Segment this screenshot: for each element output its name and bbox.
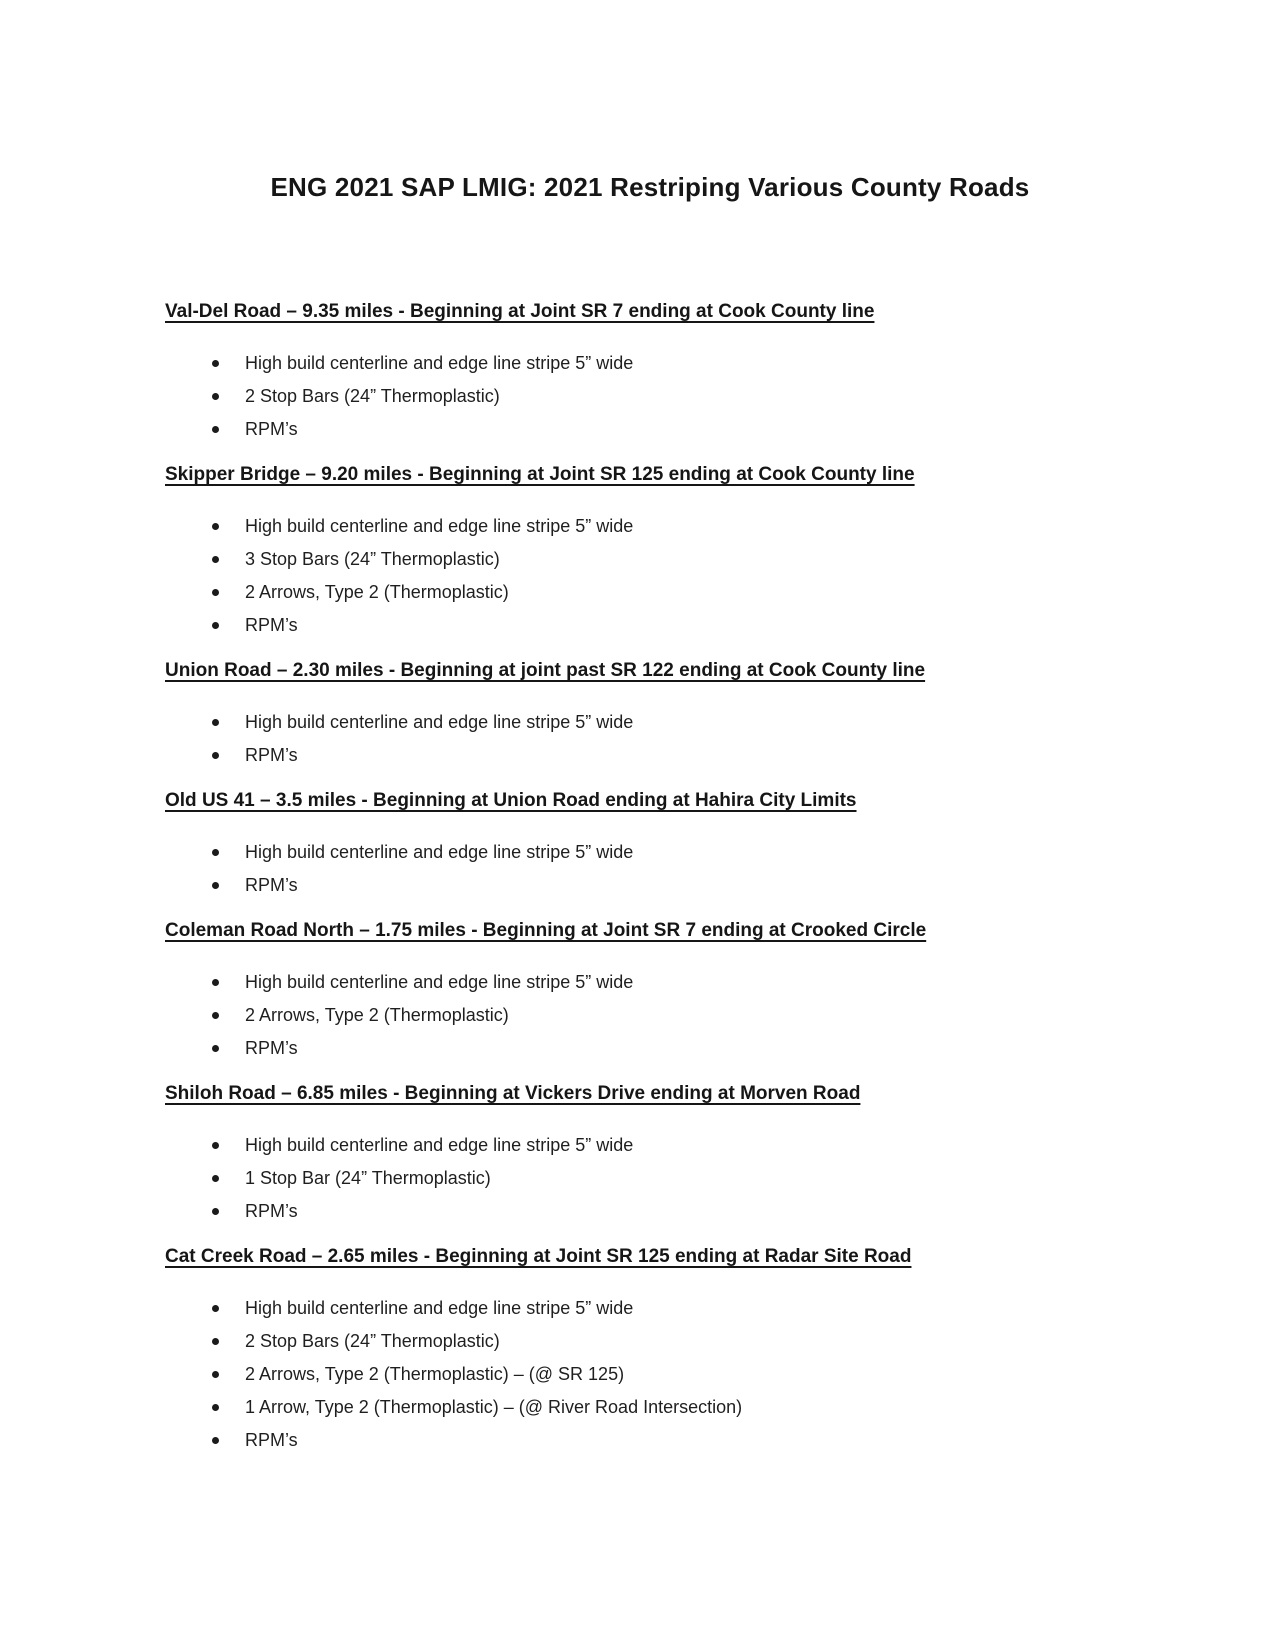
road-section-coleman-road-north: [165, 918, 1135, 1065]
section-heading: Val-Del Road – 9.35 miles - Beginning at Joint SR 7 ending at Cook County line: [165, 301, 875, 322]
bullet-item: RPM’s: [165, 413, 1135, 446]
bullet-item: 1 Stop Bar (24” Thermoplastic): [165, 1162, 1135, 1195]
road-section-old-us-41: [165, 788, 1135, 902]
bullet-item: High build centerline and edge line stripe 5” wide: [165, 347, 1135, 380]
bullet-list: [165, 347, 1135, 446]
bullet-list: [165, 1292, 1135, 1457]
section-heading: Cat Creek Road – 2.65 miles - Beginning at Joint SR 125 ending at Radar Site Road: [165, 1246, 912, 1267]
bullet-item: 2 Arrows, Type 2 (Thermoplastic) – (@ SR 125): [165, 1358, 1135, 1391]
bullet-item: High build centerline and edge line stripe 5” wide: [165, 1129, 1135, 1162]
bullet-list: [165, 706, 1135, 772]
bullet-list: [165, 510, 1135, 642]
bullet-item: High build centerline and edge line stripe 5” wide: [165, 706, 1135, 739]
bullet-item: RPM’s: [165, 1424, 1135, 1457]
bullet-item: 2 Stop Bars (24” Thermoplastic): [165, 1325, 1135, 1358]
bullet-item: 2 Arrows, Type 2 (Thermoplastic): [165, 999, 1135, 1032]
bullet-item: RPM’s: [165, 739, 1135, 772]
bullet-item: RPM’s: [165, 1195, 1135, 1228]
road-section-cat-creek-road: [165, 1244, 1135, 1457]
bullet-item: 1 Arrow, Type 2 (Thermoplastic) – (@ River Road Intersection): [165, 1391, 1135, 1424]
bullet-item: High build centerline and edge line stripe 5” wide: [165, 1292, 1135, 1325]
section-heading: Coleman Road North – 1.75 miles - Beginning at Joint SR 7 ending at Crooked Circle: [165, 920, 927, 941]
bullet-list: [165, 836, 1135, 902]
bullet-item: 2 Stop Bars (24” Thermoplastic): [165, 380, 1135, 413]
page-title: ENG 2021 SAP LMIG: 2021 Restriping Various County Roads: [270, 172, 1030, 202]
bullet-item: 3 Stop Bars (24” Thermoplastic): [165, 543, 1135, 576]
road-section-shiloh-road: [165, 1081, 1135, 1228]
bullet-list: [165, 966, 1135, 1065]
road-section-skipper-bridge: [165, 462, 1135, 642]
section-heading: Skipper Bridge – 9.20 miles - Beginning at Joint SR 125 ending at Cook County line: [165, 464, 915, 485]
road-section-union-road: [165, 658, 1135, 772]
bullet-item: 2 Arrows, Type 2 (Thermoplastic): [165, 576, 1135, 609]
bullet-item: RPM’s: [165, 869, 1135, 902]
section-heading: Old US 41 – 3.5 miles - Beginning at Union Road ending at Hahira City Limits: [165, 790, 857, 811]
section-heading: Shiloh Road – 6.85 miles - Beginning at Vickers Drive ending at Morven Road: [165, 1083, 861, 1104]
bullet-item: RPM’s: [165, 1032, 1135, 1065]
section-heading: Union Road – 2.30 miles - Beginning at joint past SR 122 ending at Cook County line: [165, 660, 926, 681]
bullet-list: [165, 1129, 1135, 1228]
road-section-val-del: [165, 299, 1135, 446]
bullet-item: RPM’s: [165, 609, 1135, 642]
bullet-item: High build centerline and edge line stripe 5” wide: [165, 510, 1135, 543]
bullet-item: High build centerline and edge line stripe 5” wide: [165, 836, 1135, 869]
bullet-item: High build centerline and edge line stripe 5” wide: [165, 966, 1135, 999]
